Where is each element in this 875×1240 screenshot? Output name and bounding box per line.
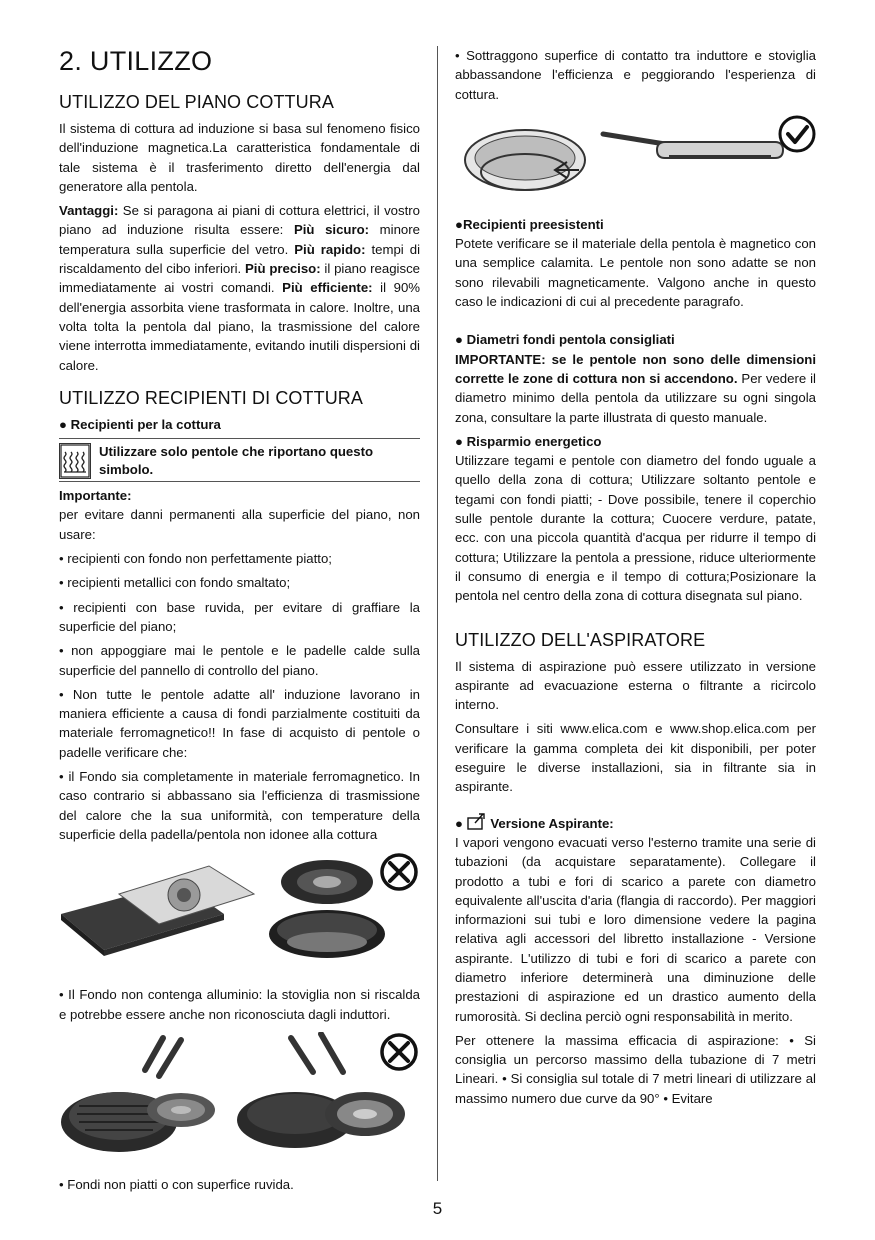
column-divider xyxy=(437,46,438,1181)
cookware-heading: UTILIZZO RECIPIENTI DI COTTURA xyxy=(59,387,364,408)
energy-saving-heading: ● Risparmio energetico xyxy=(455,433,602,449)
induction-symbol-note xyxy=(59,438,420,482)
important-intro: per evitare danni permanenti alla superficie del piano, non usare: xyxy=(59,507,420,542)
hood-websites: Consultare i siti www.elica.com e www.shop.elica.com per verificare la gamma completa dei kit disponibili, per poter eseguire le diverse installazioni, sia in filtrante sia in aspirante. xyxy=(455,721,816,795)
shop-website-link[interactable]: www.shop.elica.com xyxy=(669,721,790,737)
existing-cookware-heading: ●Recipienti preesistenti xyxy=(455,216,604,232)
unsuitable-cookware-figure-1 xyxy=(59,852,420,974)
extraction-mode-icon xyxy=(467,812,487,830)
hood-intro: Il sistema di aspirazione può essere utilizzato in versione aspirante ad evacuazione esterna o filtrante a ricircolo interno. xyxy=(455,658,816,713)
hob-heading: UTILIZZO DEL PIANO COTTURA xyxy=(59,92,334,112)
paella-pan-illustration xyxy=(269,860,385,958)
efficiency-tips: Per ottenere la massima efficacia di aspirazione: • Si consiglia un percorso massimo della tubazione di 7 metri Lineari. • Si consiglia sul totale di 7 metri lineari di utilizzare al massimo numero due curve da 90° • Evitare xyxy=(455,1032,816,1106)
section-title: 2. UTILIZZO xyxy=(59,46,213,76)
warped-pan-illustration xyxy=(465,130,585,190)
version-text: I vapori vengono evacuati verso l'esterno tramite una serie di tubazioni (da acquistare separatamente). Collegare il prodotto a tubi e fori di scarico a parete con diametro equivalente all'uscita d'aria (flangia di raccordo). Per maggiori informazioni sui tubi e loro dimensione vedere la pagina relativa agli accessori del libretto installazione - Versione aspirante. L'utilizzo di tubi e fori di scarico a parete con diametro inferiore determinerà una diminuzione delle prestazioni di aspirazione ed un drastico aumento della rumorosità. Si declina perciò ogni responsabilità in merito. xyxy=(455,834,816,1024)
warning-item: • recipienti con base ruvida, per evitare di graffiare la superficie del piano; xyxy=(59,599,420,634)
warning-item: • recipienti con fondo non perfettamente piatto; xyxy=(59,551,332,567)
symbol-note-text: Utilizzare solo pentole che riportano questo simbolo. xyxy=(99,444,374,478)
energy-saving-text: Utilizzare tegami e pentole con diametro del fondo uguale a quello della zona di cottura; Utilizzare soltanto pentole e tegami con fondi piatti; - Dove possibile, tenere il coperchio sulle pentole durante la cottura; Cuocere verdure, patate, ecc. con una piccola quantità d'acqua per ridurre il tempo di cottura; Utilizzare la pentola a pressione, riduce ulteriormente il consumo di energia e il tempo di cottura;Posizionare la pentola nel centro della zona di cottura disegnata sul piano. xyxy=(455,453,816,604)
not-allowed-icon xyxy=(382,1035,416,1069)
hob-intro: Il sistema di cottura ad induzione si basa sul fenomeno fisico dell'induzione magnetica.La caratteristica fondamentale di tale sistema è il trasferimento diretto dell'energia dal generatore alla pentola. xyxy=(59,121,420,194)
left-column xyxy=(59,46,420,1194)
check-icon xyxy=(780,117,814,151)
diameters-heading: ● Diametri fondi pentola consigliati xyxy=(455,332,675,348)
hood-heading: UTILIZZO DELL'ASPIRATORE xyxy=(455,629,706,650)
website-link[interactable]: www.elica.com xyxy=(560,721,648,737)
page-number: 5 xyxy=(432,1199,443,1218)
grill-plate-illustration xyxy=(61,866,254,956)
grill-pan-illustration xyxy=(61,1038,215,1152)
warning-item: • Il Fondo non contenga alluminio: la stoviglia non si riscalda e potrebbe essere anche non riconosciuta dagli induttori. xyxy=(59,987,420,1022)
version-heading: ● Versione Aspirante: xyxy=(455,812,816,833)
flat-pan-illustration xyxy=(603,134,783,158)
not-allowed-icon xyxy=(382,855,416,889)
warning-item: • non appoggiare mai le pentole e le padelle calde sulla superficie del pannello di controllo del piano. xyxy=(59,643,420,678)
hob-advantages: Vantaggi: Se si paragona ai piani di cottura elettrici, il vostro piano ad induzione risulta essere: Più sicuro: minore temperatura sulla superficie del vetro. Più rapido: tempi di riscaldamento del cibo inferiori. Più preciso: il piano reagisce immediatamente ai vostri comandi. Più efficiente: il 90% dell'energia assorbita viene trasformata in calore. Inoltre, una volta tolta la pentola dal piano, la trasmissione del calore viene interrotta immediatamente, evitando inutili dispersioni di calore. xyxy=(59,203,421,373)
warning-item: • Fondi non piatti o con superfice ruvida. xyxy=(59,1176,294,1192)
unsuitable-cookware-figure-2 xyxy=(59,1032,420,1162)
flat-bottom-figure xyxy=(455,112,816,204)
existing-cookware-text: Potete verificare se il materiale della pentola è magnetico con una semplice calamita. Le pentole non sono adatte se non sono rilevabili magneticamente. Valgono anche in questo caso le indicazioni di cui al precedente paragrafo. xyxy=(455,236,816,310)
important-label: Importante: xyxy=(59,488,132,504)
warning-item: • recipienti metallici con fondo smaltato; xyxy=(59,575,291,591)
warning-item: • Sottraggono superfice di contatto tra induttore e stoviglia abbassandone l'efficienza e peggiorando l'esperienza di cottura. xyxy=(455,48,816,102)
right-column xyxy=(455,46,816,1108)
cookware-subheading: ● Recipienti per la cottura xyxy=(59,416,221,432)
warning-item: • il Fondo sia completamente in materiale ferromagnetico. In caso contrario si abbassano sia l'efficienza di trasmissione del calore che la sua uniformità, con temperature della superficie della padella/pentola non idonee alla cottura xyxy=(59,769,420,842)
diameters-text: IMPORTANTE: se le pentole non sono delle dimensioni corrette le zone di cottura non si accendono. Per vedere il diametro minimo della pentola da utilizzare su ogni singola zona, consultare la parte illustrata di questo manuale. xyxy=(455,351,816,425)
frying-pan-illustration xyxy=(237,1034,405,1148)
warning-item: • Non tutte le pentole adatte all' induzione lavorano in maniera efficiente a causa di fondi parzialmente costituiti da materiale ferromagnetico!! In fase di acquisto di pentole o padelle verificare che: xyxy=(59,686,420,760)
induction-symbol-icon xyxy=(59,443,91,479)
